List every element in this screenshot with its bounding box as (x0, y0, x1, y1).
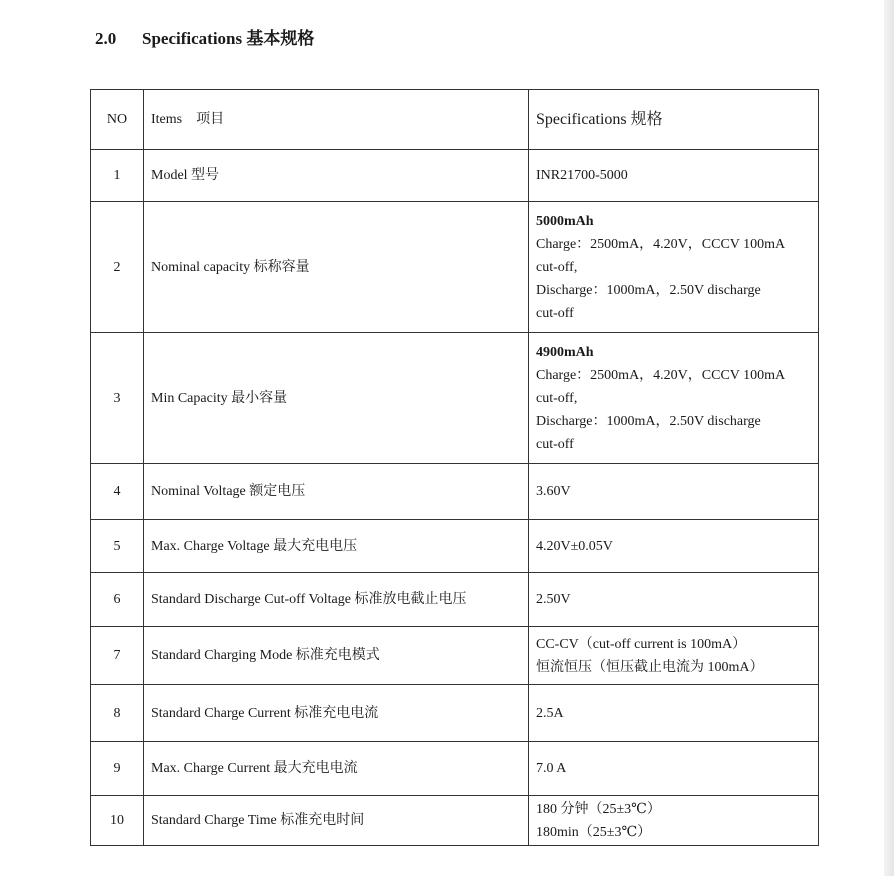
table-header-row (91, 90, 819, 150)
spec-line: cut-off, (536, 259, 578, 275)
row-item: Nominal Voltage 额定电压 (144, 464, 529, 520)
table-row (91, 150, 819, 202)
row-item: Nominal capacity 标称容量 (144, 202, 529, 333)
table-row (91, 742, 819, 796)
spec-line: cut-off, (536, 390, 578, 406)
row-number: 4 (91, 464, 144, 520)
spec-line: 180min（25±3℃） (536, 824, 652, 840)
specifications-table (90, 89, 819, 846)
row-number: 7 (91, 627, 144, 685)
spec-line: 2.50V (536, 592, 571, 607)
row-number: 8 (91, 685, 144, 742)
spec-line: INR21700-5000 (536, 168, 628, 183)
table-row (91, 573, 819, 627)
row-number: 2 (91, 202, 144, 333)
spec-line: Charge：2500mA，4.20V，CCCV 100mA (536, 367, 786, 383)
table-row (91, 685, 819, 742)
header-no: NO (91, 90, 144, 150)
spec-capacity-value: 5000mAh (536, 213, 594, 229)
spec-line: Charge：2500mA，4.20V，CCCV 100mA (536, 236, 786, 252)
spec-line: CC-CV（cut-off current is 100mA） (536, 636, 747, 652)
spec-line: cut-off (536, 305, 574, 321)
spec-line: 3.60V (536, 484, 571, 499)
header-specifications: Specifications 规格 (529, 90, 819, 150)
row-spec (529, 627, 819, 685)
header-items: Items 项目 (144, 90, 529, 150)
row-spec (529, 685, 819, 742)
row-item: Standard Charge Current 标准充电电流 (144, 685, 529, 742)
row-item: Model 型号 (144, 150, 529, 202)
spec-line: cut-off (536, 436, 574, 452)
spec-line: 7.0 A (536, 761, 567, 776)
spec-capacity-value: 4900mAh (536, 344, 594, 360)
row-number: 3 (91, 333, 144, 464)
row-spec (529, 520, 819, 573)
table-row (91, 796, 819, 846)
row-item: Max. Charge Voltage 最大充电电压 (144, 520, 529, 573)
spec-line: 180 分钟（25±3℃） (536, 801, 661, 817)
spec-line: Discharge：1000mA，2.50V discharge (536, 282, 761, 298)
row-item: Min Capacity 最小容量 (144, 333, 529, 464)
table-row (91, 464, 819, 520)
table-row (91, 202, 819, 333)
row-item: Standard Charging Mode 标准充电模式 (144, 627, 529, 685)
row-item: Max. Charge Current 最大充电电流 (144, 742, 529, 796)
spec-line: 恒流恒压（恒压截止电流为 100mA） (536, 659, 764, 675)
row-spec (529, 464, 819, 520)
row-number: 1 (91, 150, 144, 202)
table-row (91, 627, 819, 685)
row-number: 6 (91, 573, 144, 627)
row-number: 9 (91, 742, 144, 796)
row-spec (529, 796, 819, 846)
row-spec (529, 742, 819, 796)
row-spec (529, 573, 819, 627)
page-edge-shadow (884, 0, 894, 876)
spec-line: Discharge：1000mA，2.50V discharge (536, 413, 761, 429)
row-item: Standard Discharge Cut-off Voltage 标准放电截止电压 (144, 573, 529, 627)
section-title: Specifications 基本规格 (142, 29, 315, 48)
row-spec (529, 150, 819, 202)
section-number: 2.0 (95, 29, 117, 48)
row-number: 5 (91, 520, 144, 573)
row-item: Standard Charge Time 标准充电时间 (144, 796, 529, 846)
table-row (91, 333, 819, 464)
row-spec (529, 202, 819, 333)
spec-line: 4.20V±0.05V (536, 538, 613, 554)
table-row (91, 520, 819, 573)
row-spec (529, 333, 819, 464)
section-heading (95, 24, 314, 49)
row-number: 10 (91, 796, 144, 846)
spec-line: 2.5A (536, 705, 564, 721)
